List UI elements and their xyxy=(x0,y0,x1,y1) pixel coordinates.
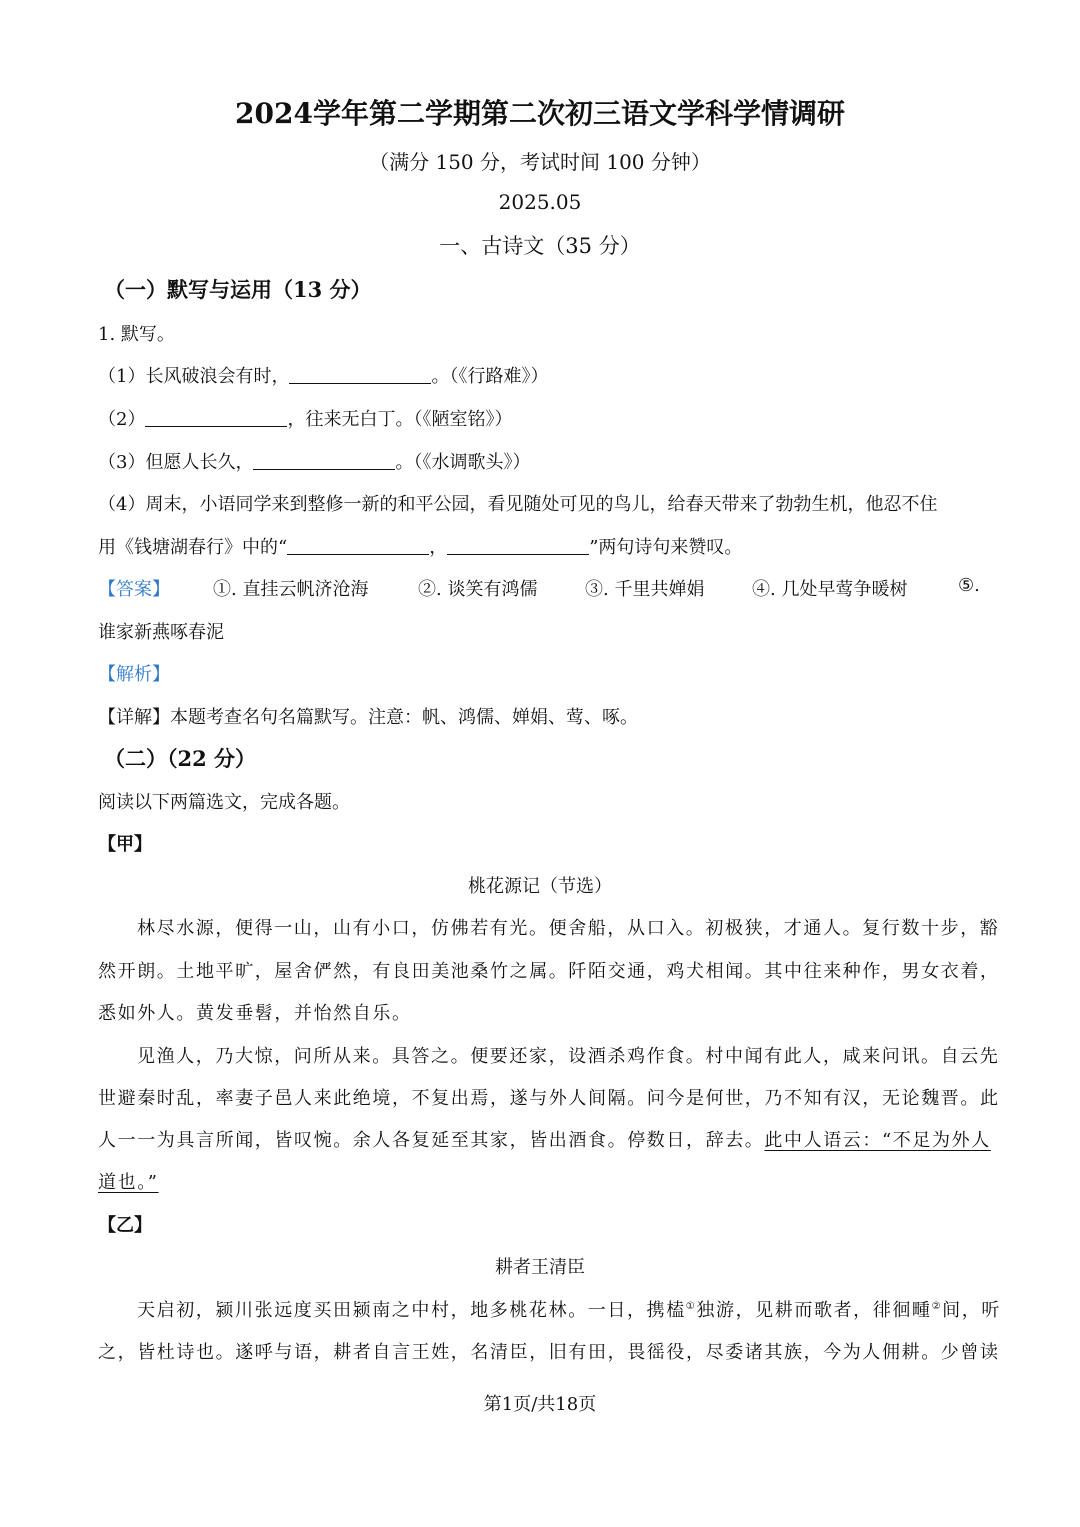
item-3-suffix: 。（《水调歌头》） xyxy=(395,452,531,473)
answer-5-continued: 谁家新燕啄春泥 xyxy=(98,622,224,643)
question-1-item-3 xyxy=(98,448,530,474)
passage-jia-line: 见渔人，乃大惊，问所从来。具答之。便要还家，设酒杀鸡作食。村中闻有此人，咸来问讯。自云先 xyxy=(137,1046,1000,1067)
underlined-sentence-end: 道也。” xyxy=(98,1172,159,1193)
answer-blank[interactable] xyxy=(287,536,429,555)
answer-3: ③. 千里共婵娟 xyxy=(585,579,705,600)
passage-jia-line: 然开朗。土地平旷，屋舍俨然，有良田美池桑竹之属。阡陌交通，鸡犬相闻。其中往来种作，男女衣着， xyxy=(98,961,1000,982)
question-1-item-2 xyxy=(98,405,512,431)
section-title: 一、古诗文（35 分） xyxy=(439,234,641,258)
passage-jia-line: 林尽水源，便得一山，山有小口，仿佛若有光。便舍船，从口入。初极狭，才通人。复行数十步，豁 xyxy=(137,918,1000,939)
footnote-marker: ① xyxy=(685,1301,697,1312)
passage-jia-line: 世避秦时乱，率妻子邑人来此绝境，不复出焉，遂与外人间隔。问今是何世，乃不知有汉，无论魏晋。此 xyxy=(98,1088,1000,1109)
passage-yi-text: 间，听 xyxy=(942,1300,1001,1321)
passage-jia-plain-text: 人一一为具言所闻，皆叹惋。余人各复延至其家，皆出酒食。停数日，辞去。 xyxy=(98,1130,765,1151)
passage-jia-line xyxy=(98,1126,991,1152)
part2-title: （二）（22 分） xyxy=(104,746,257,771)
item-4-comma: ， xyxy=(429,537,448,558)
passage-yi-line: 之，皆杜诗也。遂呼与语，耕者自言王姓，名清臣，旧有田，畏徭役，尽委诸其族，今为人佣耕。少曾读 xyxy=(98,1342,1000,1363)
question-1-item-4-line-2 xyxy=(98,533,742,559)
item-2-suffix: ，往来无白丁。（《陋室铭》） xyxy=(287,409,513,430)
detail-explanation: 【详解】本题考查名句名篇默写。注意：帆、鸿儒、婵娟、莺、啄。 xyxy=(98,707,638,728)
item-1-prefix: （1）长风破浪会有时， xyxy=(98,366,290,387)
item-2-prefix: （2） xyxy=(98,409,146,430)
exam-date: 2025.05 xyxy=(498,190,582,214)
footnote-marker: ② xyxy=(931,1301,943,1312)
passage-yi-label: 【乙】 xyxy=(98,1215,152,1236)
page-title: 2024学年第二学期第二次初三语文学科学情调研 xyxy=(235,97,845,130)
answer-blank[interactable] xyxy=(447,536,589,555)
item-3-prefix: （3）但愿人长久， xyxy=(98,452,254,473)
page-number: 第1页/共18页 xyxy=(483,1394,597,1415)
item-1-suffix: 。（《行路难》） xyxy=(431,366,549,387)
answer-blank[interactable] xyxy=(289,365,431,384)
passage-yi-title: 耕者王清臣 xyxy=(495,1257,585,1278)
passage-yi-text: 天启初，颍川张远度买田颍南之中村，地多桃花林。一日，携榼 xyxy=(137,1300,686,1321)
exam-info: （满分 150 分，考试时间 100 分钟） xyxy=(369,150,711,174)
analysis-label: 【解析】 xyxy=(98,664,170,685)
passage-jia-line: 悉如外人。黄发垂髫，并怡然自乐。 xyxy=(98,1003,412,1024)
passage-jia-line xyxy=(98,1168,159,1194)
answer-1: ①. 直挂云帆济沧海 xyxy=(213,579,369,600)
item-4-prefix: 用《钱塘湖春行》中的“ xyxy=(98,537,288,558)
answer-label: 【答案】 xyxy=(98,579,170,600)
question-1-label: 1. 默写。 xyxy=(98,324,175,345)
passage-jia-label: 【甲】 xyxy=(98,834,152,855)
answer-blank[interactable] xyxy=(145,408,287,427)
part1-title: （一）默写与运用（13 分） xyxy=(104,277,372,302)
passage-yi-text: 独游，见耕而歌者，徘徊畽 xyxy=(696,1300,932,1321)
passage-yi-line xyxy=(137,1296,1001,1322)
answer-blank[interactable] xyxy=(253,451,395,470)
answer-2: ②. 谈笑有鸿儒 xyxy=(418,579,538,600)
question-1-item-4-line-1: （4）周末，小语同学来到整修一新的和平公园，看见随处可见的鸟儿，给春天带来了勃勃生机，他忍不住 xyxy=(98,494,938,515)
part2-intro: 阅读以下两篇选文，完成各题。 xyxy=(98,792,350,813)
question-1-item-1 xyxy=(98,362,548,388)
answer-5: ⑤. xyxy=(958,575,980,596)
answer-4: ④. 几处早莺争暖树 xyxy=(752,579,908,600)
item-4-suffix: ”两句诗句来赞叹。 xyxy=(589,537,743,558)
underlined-sentence: 此中人语云：“不足为外人 xyxy=(764,1130,991,1151)
passage-jia-title: 桃花源记（节选） xyxy=(468,876,612,897)
